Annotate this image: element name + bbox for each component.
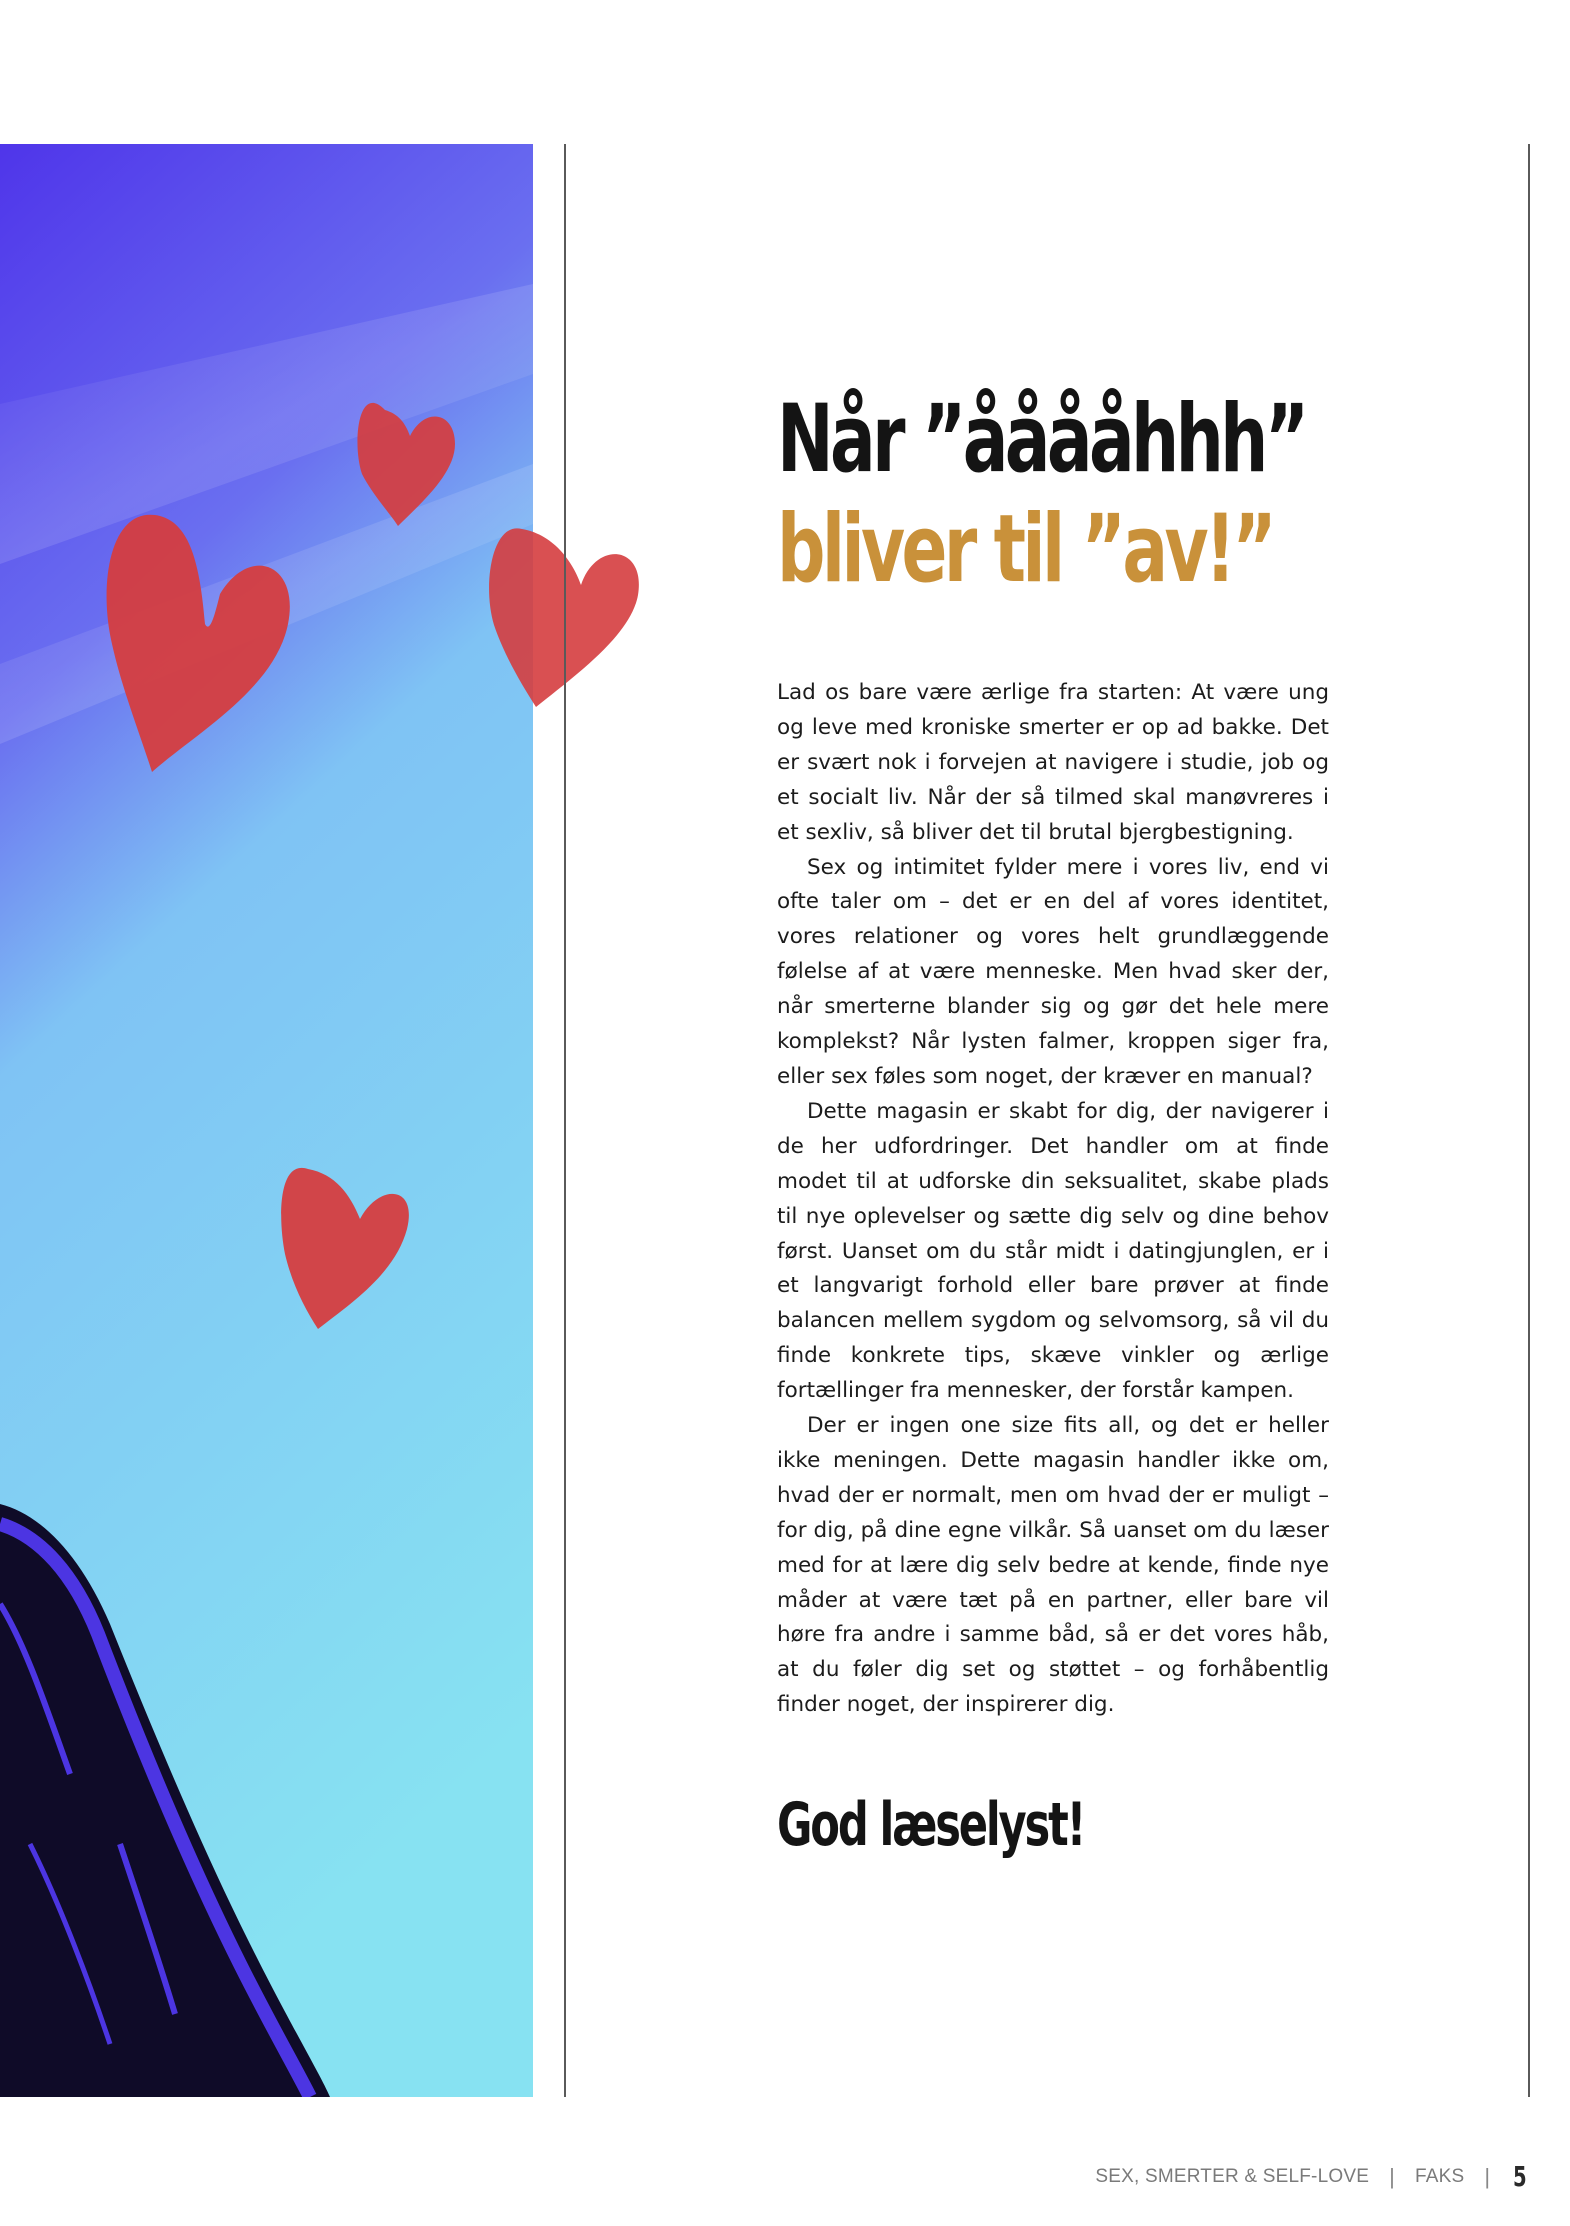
headline: [777, 385, 1306, 605]
body-paragraph: Der er ingen one size fits all, og det er heller ikke meningen. Dette magasin handler ikke om, hvad der er normalt, men om hvad der er muligt – for dig, på dine egne vilkår. Så uanset om du læser med for at lære dig selv bedre at kende, finde nye måder at være tæt på en partner, eller bare vil høre fra andre i samme båd, så er det vores håb, at du føler dig set og støttet – og forhåbentlig finder noget, der inspirerer dig.: [777, 1413, 1329, 1718]
sign-off: God læselyst!: [777, 1790, 1085, 1860]
footer-publication: FAKS: [1415, 2165, 1465, 2187]
body-paragraph: Sex og intimitet fylder mere i vores liv, end vi ofte taler om – det er en del af vores identitet, vores relationer og vores helt grundlæggende følelse af at være menneske. Men hvad sker der, når smerterne blander sig og gør det hele mere komplekst? Når lysten falmer, kroppen siger fra, eller sex føles som noget, der kræver en manual?: [777, 854, 1329, 1089]
footer-divider: |: [1389, 2163, 1395, 2189]
body-paragraph: Dette magasin er skabt for dig, der navigerer i de her udfordringer. Det handler om at finde modet til at udforske din seksualitet, skabe plads til nye oplevelser og sætte dig selv og dine behov først. Uanset om du står midt i datingjunglen, er i et langvarigt forhold eller bare prøver at finde balancen mellem sygdom og selvomsorg, så vil du finde konkrete tips, skæve vinkler og ærlige fortællinger fra mennesker, der forstår kampen.: [777, 1098, 1329, 1404]
page-number: 5: [1513, 2160, 1528, 2193]
column-rule-right: [1528, 144, 1530, 2097]
illustration-svg: [0, 144, 533, 2097]
headline-line-1: Når ”ååååhhh”: [777, 385, 1306, 494]
headline-line-2: bliver til ”av!”: [777, 495, 1274, 604]
illustration-panel: [0, 144, 533, 2097]
footer-section-title: SEX, SMERTER & SELF-LOVE: [1095, 2165, 1370, 2187]
heart-icon-overlap: [486, 525, 640, 710]
column-rule-left: [564, 144, 566, 2097]
footer-divider: |: [1484, 2163, 1491, 2189]
article-body: [777, 676, 1329, 1723]
article-header: [777, 385, 1329, 605]
page-footer: [1095, 2160, 1530, 2193]
body-paragraph: Lad os bare være ærlige fra starten: At være ung og leve med kroniske smerter er op ad bakke. Det er svært nok i forvejen at navigere i studie, job og et socialt liv. Når der så tilmed skal manøvreres i et sexliv, så bliver det til brutal bjergbestigning.: [777, 680, 1329, 845]
